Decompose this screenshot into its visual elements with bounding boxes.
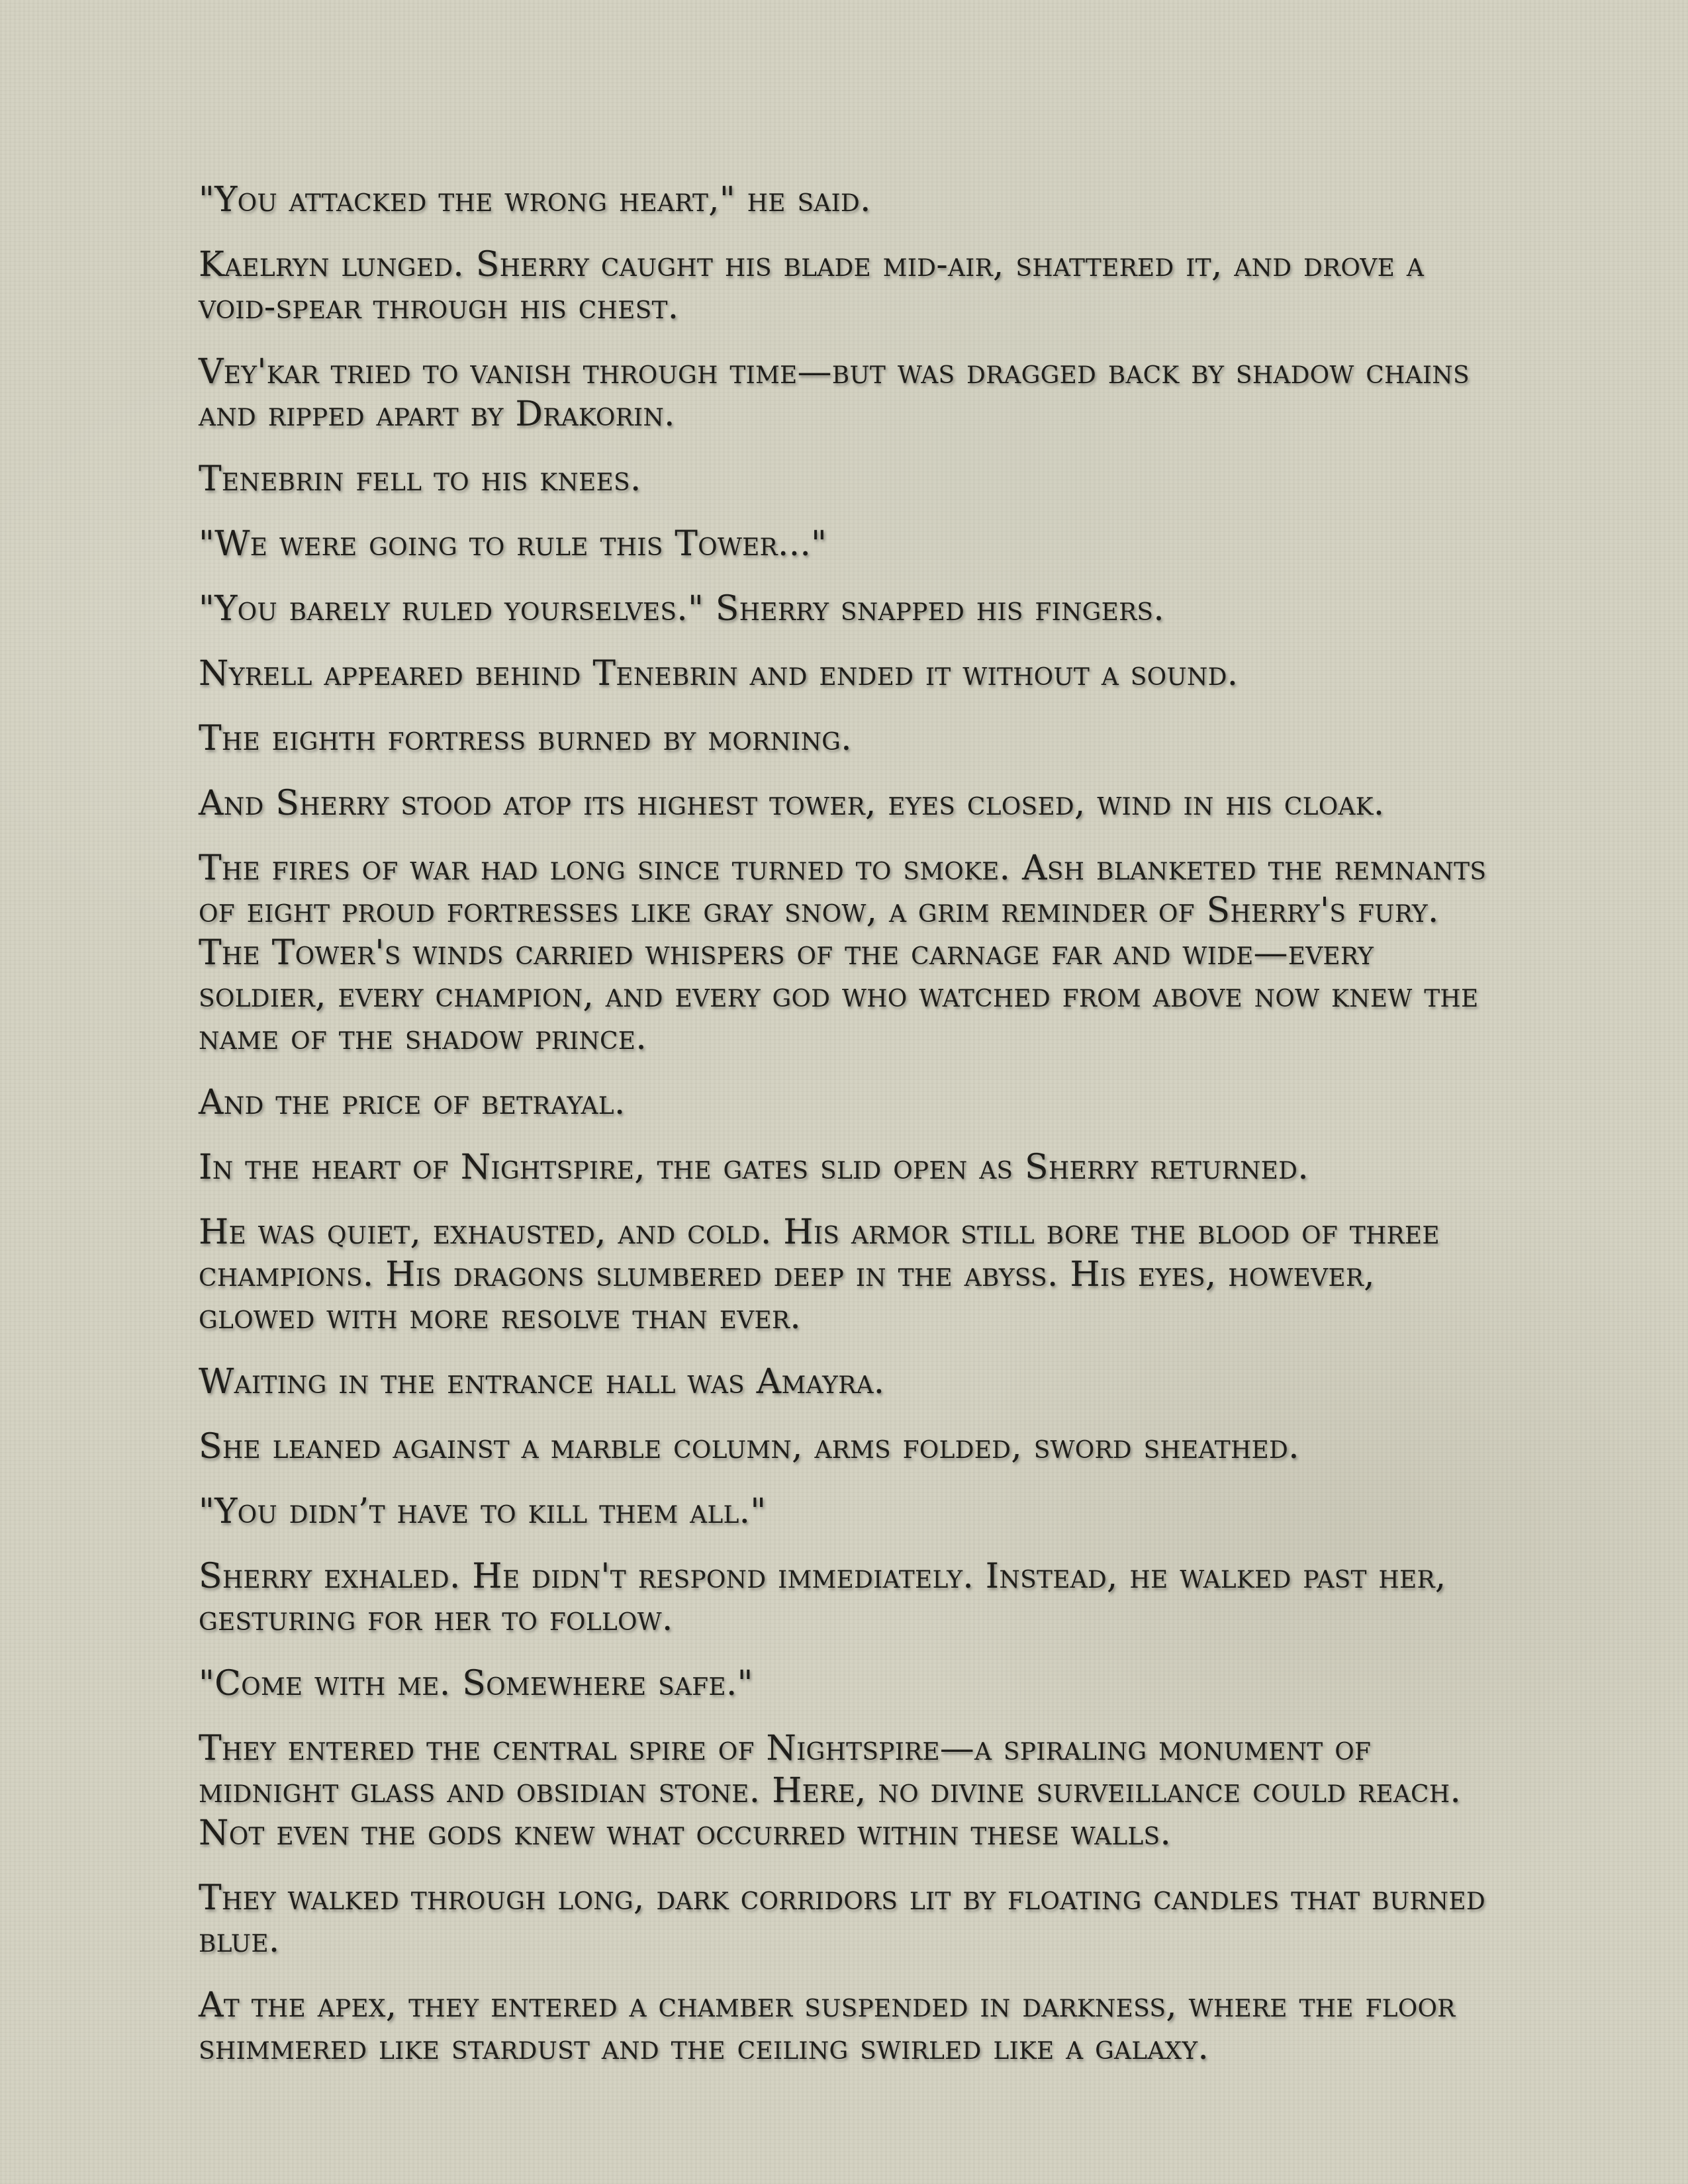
paragraph: They entered the central spire of Nightspire—a spiraling monument of midnight glass and obsidian stone. Here, no divine surveillance could reach. Not even the gods knew what occurred within these walls. [199,1729,1462,1853]
paragraph: They walked through long, dark corridors lit by floating candles that burned blue. [199,1878,1485,1960]
paragraph: "We were going to rule this Tower..." [199,524,827,564]
paragraph: Sherry exhaled. He didn't respond immediately. Instead, he walked past her, gesturing for her to follow. [199,1557,1446,1639]
paragraph: Nyrell appeared behind Tenebrin and ended it without a sound. [199,654,1239,694]
paragraph: And the price of betrayal. [199,1083,626,1122]
paragraph: The eighth fortress burned by morning. [199,719,852,758]
paragraph: Tenebrin fell to his knees. [199,459,641,499]
paragraph: She leaned against a marble column, arms folded, sword sheathed. [199,1427,1299,1467]
paragraph: "You didn’t have to kill them all." [199,1492,767,1531]
paragraph: Waiting in the entrance hall was Amayra. [199,1362,885,1402]
paragraph: Kaelryn lunged. Sherry caught his blade mid-air, shattered it, and drove a void-spear through his chest. [199,245,1425,327]
document-page [199,179,1496,2091]
paragraph: He was quiet, exhausted, and cold. His armor still bore the blood of three champions. His dragons slumbered deep in the abyss. His eyes, however, glowed with more resolve than ever. [199,1212,1440,1337]
paragraph: And Sherry stood atop its highest tower, eyes closed, wind in his cloak. [199,784,1385,823]
paragraph: "You barely ruled yourselves." Sherry snapped his fingers. [199,589,1165,629]
paragraph: The fires of war had long since turned to smoke. Ash blanketed the remnants of eight proud fortresses like gray snow, a grim reminder of Sherry's fury. The Tower's winds carried whispers of the carnage far and wide—every soldier, every champion, and every god who watched from above now knew the name of the shadow prince. [199,848,1487,1058]
paragraph: "Come with me. Somewhere safe." [199,1664,753,1704]
paragraph: In the heart of Nightspire, the gates slid open as Sherry returned. [199,1148,1309,1187]
paragraph: At the apex, they entered a chamber suspended in darkness, where the floor shimmered like stardust and the ceiling swirled like a galaxy. [199,1985,1456,2068]
paragraph: Vey'kar tried to vanish through time—but was dragged back by shadow chains and ripped apart by Drakorin. [199,352,1470,434]
paragraph: "You attacked the wrong heart," he said. [199,180,871,220]
